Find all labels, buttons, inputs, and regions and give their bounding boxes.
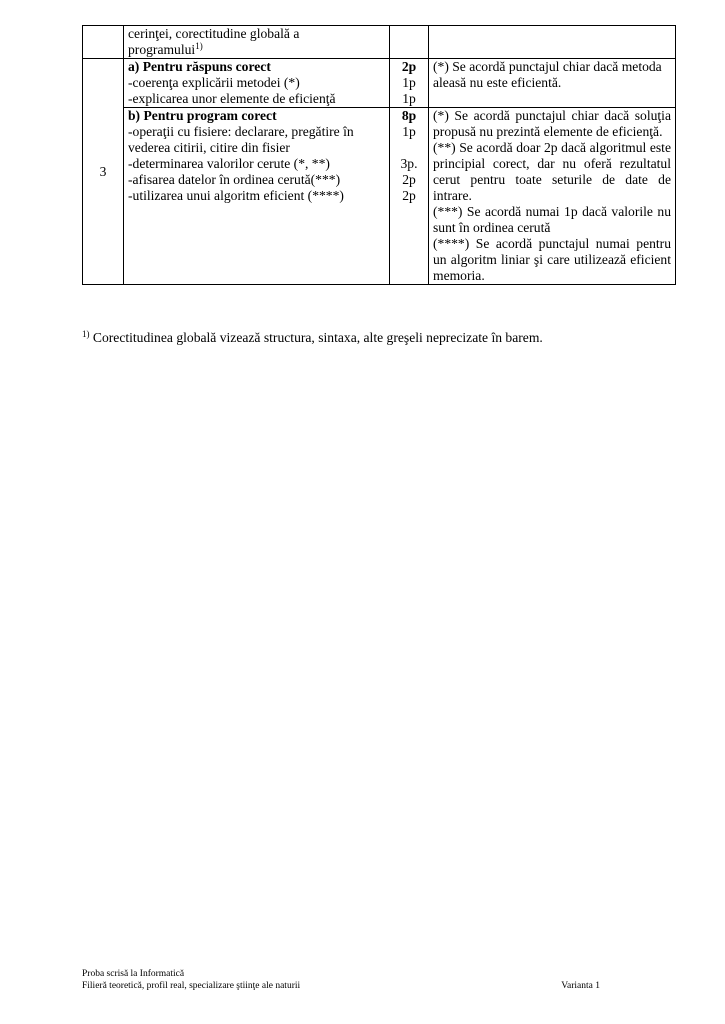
footnote-marker: 1) xyxy=(82,329,90,339)
grading-table-container xyxy=(82,25,675,285)
criteria-line: programului xyxy=(128,42,196,57)
criteria-item: -operaţii cu fisiere: declarare, pregătire în vederea citirii, citire din fisier xyxy=(128,124,354,155)
points-cell xyxy=(390,59,429,108)
note: (**) Se acordă doar 2p dacă algoritmul este principial corect, dar nu oferă rezultatul cerut pentru toate seturile de date de intrare. xyxy=(433,140,671,203)
criteria-item: -afisarea datelor în ordinea cerută(***) xyxy=(128,172,341,187)
subject-number: 3 xyxy=(83,59,124,285)
criteria-item: -coerenţa explicării metodei (*) xyxy=(128,75,300,90)
item-points: 3p. xyxy=(400,156,418,171)
part-a-title: a) Pentru răspuns corect xyxy=(128,59,271,74)
notes-cell xyxy=(429,108,676,285)
spacer xyxy=(394,140,424,156)
item-points: 1p xyxy=(402,91,416,106)
page-footer xyxy=(82,968,600,992)
note: (****) Se acordă punctajul numai pentru un algoritm liniar şi care utilizează eficient memoria. xyxy=(433,236,671,283)
criteria-item: -determinarea valorilor cerute (*, **) xyxy=(128,156,330,171)
criteria-item: -utilizarea unui algoritm eficient (****) xyxy=(128,188,344,203)
criteria-line: cerinţei, corectitudine globală a xyxy=(128,26,300,41)
grading-table xyxy=(82,25,676,285)
item-points: 2p xyxy=(402,172,416,187)
note: (***) Se acordă numai 1p dacă valorile nu sunt în ordinea cerută xyxy=(433,204,671,235)
footer-specialization: Filieră teoretică, profil real, specializare ştiinţe ale naturii xyxy=(82,981,301,991)
table-row xyxy=(83,59,676,108)
points-cell xyxy=(390,108,429,285)
footnote-text: Corectitudinea globală vizează structura, sintaxa, alte greşeli neprecizate în barem. xyxy=(89,330,543,345)
item-points: 2p xyxy=(402,188,416,203)
part-b-title: b) Pentru program corect xyxy=(128,108,277,123)
criteria-cell xyxy=(124,59,390,108)
notes-cell xyxy=(429,59,676,108)
notes-cell xyxy=(429,26,676,59)
item-points: 1p xyxy=(402,124,416,139)
item-points: 1p xyxy=(402,75,416,90)
number-cell xyxy=(83,26,124,59)
footer-exam-title: Proba scrisă la Informatică xyxy=(82,969,185,979)
criteria-cell xyxy=(124,108,390,285)
part-b-points: 8p xyxy=(401,108,417,123)
part-a-points: 2p xyxy=(401,59,417,74)
footnote-ref: 1) xyxy=(195,41,203,51)
note: (*) Se acordă punctajul chiar dacă metoda aleasă nu este eficientă. xyxy=(433,59,662,90)
page-footnote xyxy=(82,330,543,346)
criteria-cell xyxy=(124,26,390,59)
criteria-item: -explicarea unor elemente de eficienţă xyxy=(128,91,336,106)
note: (*) Se acordă punctajul chiar dacă soluţia propusă nu prezintă elemente de eficienţă. xyxy=(433,108,671,139)
table-row xyxy=(83,108,676,285)
footer-variant: Varianta 1 xyxy=(561,981,600,991)
table-row xyxy=(83,26,676,59)
points-cell xyxy=(390,26,429,59)
